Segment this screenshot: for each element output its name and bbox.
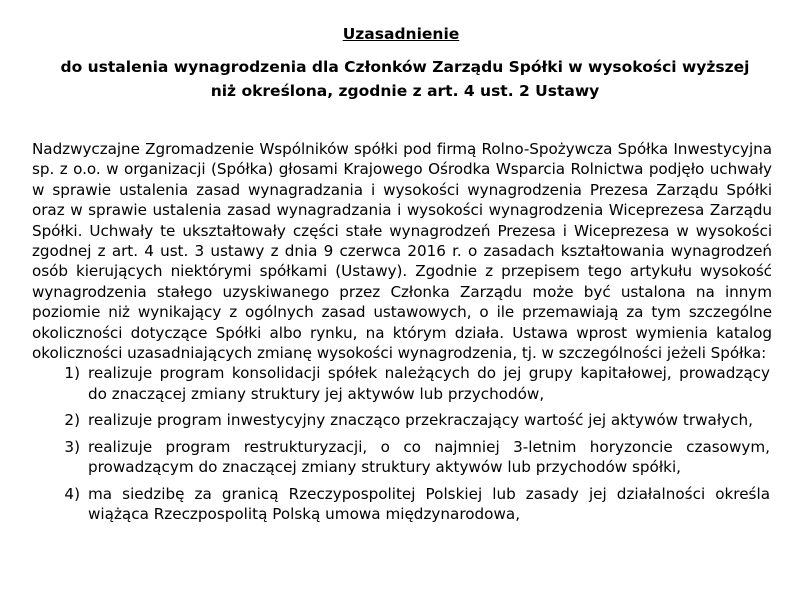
list-item-text: realizuje program restrukturyzacji, o co najmniej 3-letnim horyzoncie czasowym, prowadzącym do znaczącej zmiany struktury aktywów lub przychodów spółki, xyxy=(88,437,770,477)
document-title: Uzasadnienie xyxy=(342,25,460,43)
list-item-number: 4) xyxy=(64,484,80,503)
main-paragraph: Nadzwyczajne Zgromadzenie Wspólników spółki pod firmą Rolno-Spożywcza Spółka Inwestycyjna sp. z o.o. w organizacji (Spółka) głosami Krajowego Ośrodka Wsparcia Rolnictwa podjęło uchwały w sprawie ustalenia zasad wynagradzania i wysokości wynagrodzenia Prezesa Zarządu Spółki oraz w sprawie ustalenia zasad wynagradzania i wysokości wynagrodzenia Wiceprezesa Zarządu Spółki. Uchwały te ukształtowały części stałe wynagrodzeń Prezesa i Wiceprezesa w wysokości zgodnej z art. 4 ust. 3 ustawy z dnia 9 czerwca 2016 r. o zasadach kształtowania wynagrodzeń osób kierujących niektórymi spółkami (Ustawy). Zgodnie z przepisem tego artykułu wysokość wynagrodzenia stałego uzyskiwanego przez Członka Zarządu może być ustalona na innym poziomie niż wynikający z ogólnych zasad ustawowych, o ile przemawiają za tym szczególne okoliczności dotyczące Spółki albo rynku, na którym działa. Ustawa wprost wymienia katalog okoliczności uzasadniających zmianę wysokości wynagrodzenia, tj. w szczególności jeżeli Spółka: xyxy=(32,140,772,363)
list-item-number: 2) xyxy=(64,411,80,430)
document-subtitle: do ustalenia wynagrodzenia dla Członków Zarządu Spółki w wysokości wyższej niż określona, zgodnie z art. 4 ust. 2 Ustawy xyxy=(60,58,750,100)
list-item xyxy=(30,437,772,478)
list-item-text: ma siedzibę za granicą Rzeczypospolitej Polskiej lub zasady jej działalności określa wiążąca Rzeczpospolitą Polską umowa międzynarodowa, xyxy=(88,484,770,523)
list-item xyxy=(30,363,772,404)
list-item-text: realizuje program inwestycyjny znacząco przekraczający wartość jej aktywów trwałych, xyxy=(88,411,753,430)
list-item-number: 3) xyxy=(64,437,80,456)
list-item xyxy=(30,484,772,525)
list-item-number: 1) xyxy=(64,364,80,383)
list-item-text: realizuje program konsolidacji spółek należących do jej grupy kapitałowej, prowadzący do znaczącej zmiany struktury jej aktywów lub przychodów, xyxy=(88,364,770,403)
circumstances-list xyxy=(30,363,772,524)
list-item xyxy=(30,410,772,430)
